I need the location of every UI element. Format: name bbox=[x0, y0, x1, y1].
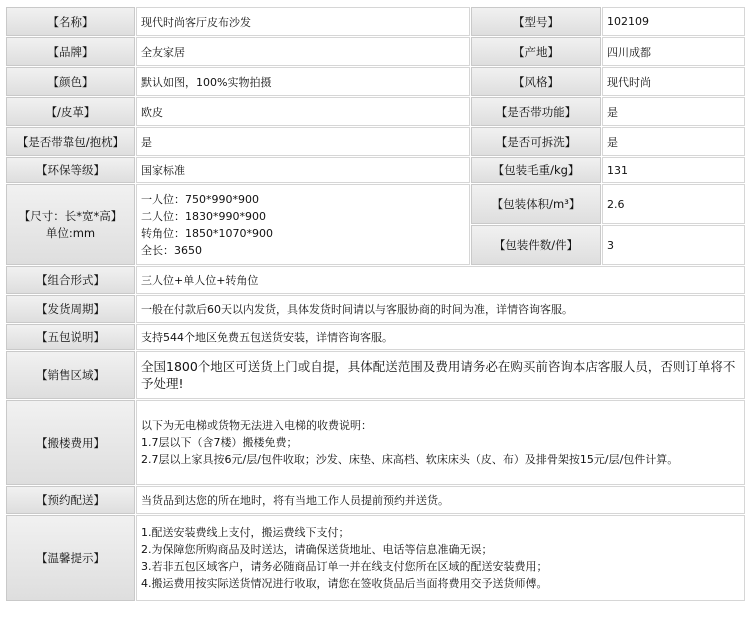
sales-label: 【销售区域】 bbox=[6, 351, 135, 399]
washable-value: 是 bbox=[602, 127, 745, 156]
weight-value: 131 bbox=[602, 157, 745, 183]
carry-value bbox=[136, 400, 745, 485]
delivery-value: 一般在付款后60天以内发货，具体发货时间请以与客服协商的时间为准，详情咨询客服。 bbox=[136, 295, 745, 323]
delivery-label: 【发货周期】 bbox=[6, 295, 135, 323]
color-value: 默认如图，100%实物拍摄 bbox=[136, 67, 470, 96]
size-label bbox=[6, 184, 135, 265]
size-line: 一人位：750*990*900 bbox=[141, 192, 259, 206]
carry-label: 【搬楼费用】 bbox=[6, 400, 135, 485]
color-label: 【颜色】 bbox=[6, 67, 135, 96]
brand-label: 【品牌】 bbox=[6, 37, 135, 66]
size-label-line1: 【尺寸：长*宽*高】 bbox=[18, 208, 123, 223]
tips-line: 3.若非五包区域客户，请务必随商品订单一并在线支付您所在区域的配送安装费用； bbox=[141, 560, 548, 573]
combo-label: 【组合形式】 bbox=[6, 266, 135, 294]
function-value: 是 bbox=[602, 97, 745, 126]
size-line: 全长：3650 bbox=[141, 243, 202, 257]
origin-value: 四川成都 bbox=[602, 37, 745, 66]
size-line: 二人位：1830*990*900 bbox=[141, 209, 266, 223]
model-value: 102109 bbox=[602, 7, 745, 36]
leather-value: 欧皮 bbox=[136, 97, 470, 126]
pillow-value: 是 bbox=[136, 127, 470, 156]
leather-label: 【/皮革】 bbox=[6, 97, 135, 126]
weight-label: 【包装毛重/kg】 bbox=[471, 157, 601, 183]
size-label-unit: 单位:mm bbox=[45, 225, 96, 240]
warranty-value: 支持544个地区免费五包送货安装，详情咨询客服。 bbox=[136, 324, 745, 350]
origin-label: 【产地】 bbox=[471, 37, 601, 66]
size-value bbox=[136, 184, 470, 265]
tips-label: 【温馨提示】 bbox=[6, 515, 135, 601]
warranty-label: 【五包说明】 bbox=[6, 324, 135, 350]
volume-value: 2.6 bbox=[602, 184, 745, 224]
name-value: 现代时尚客厅皮布沙发 bbox=[136, 7, 470, 36]
brand-value: 全友家居 bbox=[136, 37, 470, 66]
count-label: 【包装件数/件】 bbox=[471, 225, 601, 265]
tips-value bbox=[136, 515, 745, 601]
pillow-label: 【是否带靠包/抱枕】 bbox=[6, 127, 135, 156]
combo-value: 三人位+单人位+转角位 bbox=[136, 266, 745, 294]
function-label: 【是否带功能】 bbox=[471, 97, 601, 126]
sales-value bbox=[136, 351, 745, 399]
washable-label: 【是否可拆洗】 bbox=[471, 127, 601, 156]
carry-line: 2.7层以上家具按6元/层/包件收取；沙发、床垫、床高档、软床床头（皮、布）及排骨架按15元/层/包件计算。 bbox=[141, 453, 679, 466]
size-line: 转角位：1850*1070*900 bbox=[141, 226, 273, 240]
sales-text: 全国1800个地区可送货上门或自提，具体配送范围及费用请务必在购买前咨询本店客服人员，否则订单将不予处理! bbox=[141, 359, 736, 391]
volume-label: 【包装体积/m³】 bbox=[471, 184, 601, 224]
appointment-value: 当货品到达您的所在地时，将有当地工作人员提前预约并送货。 bbox=[136, 486, 745, 514]
style-value: 现代时尚 bbox=[602, 67, 745, 96]
count-value: 3 bbox=[602, 225, 745, 265]
model-label: 【型号】 bbox=[471, 7, 601, 36]
carry-line: 以下为无电梯或货物无法进入电梯的收费说明： bbox=[141, 419, 372, 432]
eco-label: 【环保等级】 bbox=[6, 157, 135, 183]
eco-value: 国家标准 bbox=[136, 157, 470, 183]
tips-line: 1.配送安装费线上支付，搬运费线下支付； bbox=[141, 526, 350, 539]
carry-line: 1.7层以下（含7楼）搬楼免费； bbox=[141, 436, 298, 449]
tips-line: 4.搬运费用按实际送货情况进行收取，请您在签收货品后当面将费用交予送货师傅。 bbox=[141, 577, 548, 590]
name-label: 【名称】 bbox=[6, 7, 135, 36]
appointment-label: 【预约配送】 bbox=[6, 486, 135, 514]
style-label: 【风格】 bbox=[471, 67, 601, 96]
tips-line: 2.为保障您所购商品及时送达，请确保送货地址、电话等信息准确无误； bbox=[141, 543, 493, 556]
